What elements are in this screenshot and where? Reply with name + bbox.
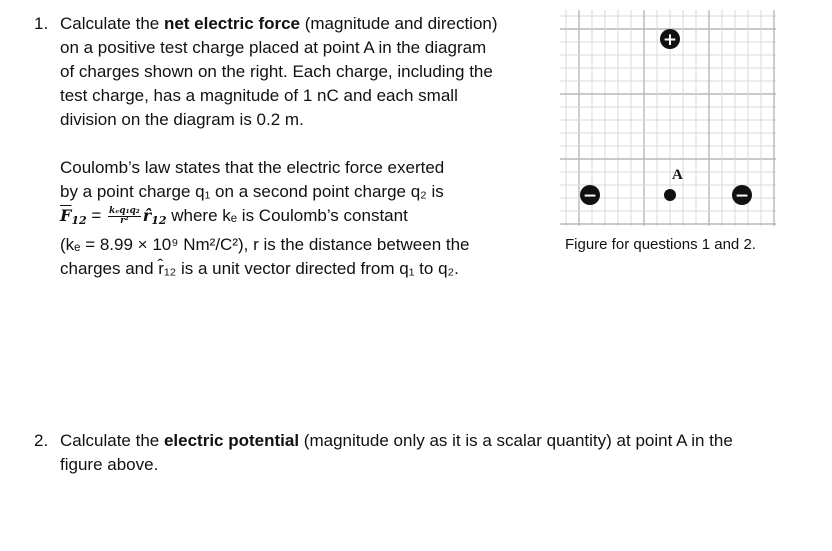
net-electric-force-bold: net electric force	[163, 14, 301, 33]
formula-lhs-sub: 12	[71, 214, 87, 227]
coulomb-line-1: Coulomb’s law states that the electric force exerted	[60, 158, 445, 177]
point-a-dot	[664, 189, 676, 201]
formula-unit-vector-sub: 12	[151, 214, 167, 227]
formula-fraction	[108, 207, 141, 226]
coulomb-paragraph	[60, 156, 540, 281]
coulomb-formula-line	[60, 204, 540, 233]
question-1-line-4: test charge, has a magnitude of 1 nC and each small	[60, 86, 458, 105]
formula-unit-vector: r̂	[142, 206, 152, 225]
positive-charge	[660, 29, 680, 50]
negative-charge-left	[580, 185, 600, 206]
positive-charge-symbol: +	[662, 30, 678, 50]
question-2-line-1: Calculate the electric potential (magnitude only as it is a scalar quantity) at point A in the	[60, 431, 733, 450]
negative-charge-left-symbol: −	[582, 186, 598, 206]
electric-potential-bold: electric potential	[163, 431, 300, 450]
question-2-line-2: figure above.	[60, 455, 159, 474]
point-a-label: A	[672, 167, 683, 183]
negative-charge-right	[732, 185, 752, 206]
question-2-number: 2.	[34, 431, 49, 450]
question-1-line-1: Calculate the net electric force (magnitude and direction)	[60, 14, 498, 33]
formula-equals: =	[86, 206, 107, 225]
question-1-number: 1.	[34, 14, 49, 33]
charge-diagram	[560, 10, 780, 232]
question-1-line-3: of charges shown on the right. Each charge, including the	[60, 62, 493, 81]
question-1-line-2: on a positive test charge placed at point A in the diagram	[60, 38, 487, 57]
coulomb-last-line: charges and r̂₁₂ is a unit vector directed from q₁ to q₂.	[60, 259, 459, 278]
question-1-line-5: division on the diagram is 0.2 m.	[60, 110, 304, 129]
formula-denominator: r²	[120, 216, 129, 227]
negative-charge-right-symbol: −	[734, 186, 750, 206]
formula-tail: where kₑ is Coulomb’s constant	[166, 206, 408, 225]
formula-numerator: kₑq₁q₂	[109, 206, 140, 217]
coulomb-constant-line: (kₑ = 8.99 × 10⁹ Nm²/C²), r is the distance between the	[60, 235, 470, 254]
figure-caption: Figure for questions 1 and 2.	[565, 236, 756, 253]
formula-lhs: $\overline{F}$	[60, 206, 72, 225]
question-2-text	[60, 429, 800, 477]
question-1-text	[60, 12, 530, 132]
coulomb-line-2: by a point charge q₁ on a second point charge q₂ is	[60, 182, 444, 201]
grid-diagram	[560, 10, 780, 232]
